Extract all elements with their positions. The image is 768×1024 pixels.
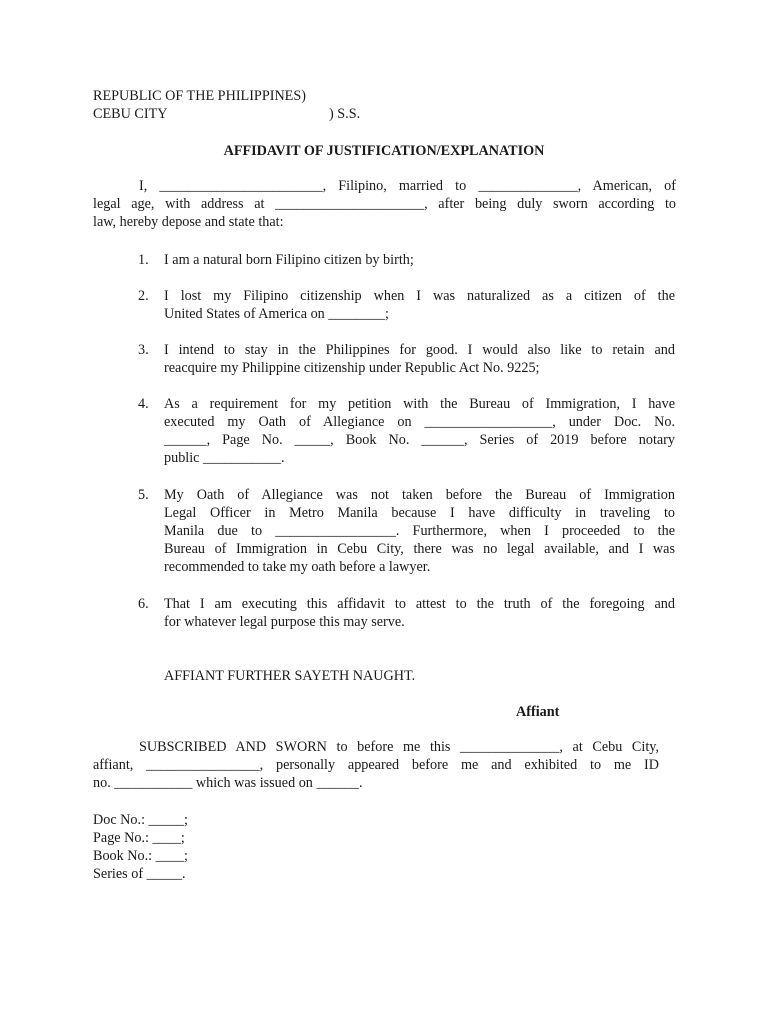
notarial-page-no: Page No.: ____; bbox=[93, 830, 185, 846]
intro-paragraph bbox=[93, 177, 676, 231]
intro-line-2: legal age, with address at _____________________, after being duly sworn according to bbox=[93, 196, 676, 212]
closing-statement: AFFIANT FURTHER SAYETH NAUGHT. bbox=[164, 668, 416, 684]
list-item: My Oath of Allegiance was not taken before the Bureau of Immigration Legal Officer in Metro Manila because I have difficulty in traveling to Manila due to _________________. Furthermore, when I proceeded to the Bureau of Immigration in Cebu City, there was no legal available, and I was recommended to take my oath before a lawyer. bbox=[164, 487, 675, 575]
list-item: I am a natural born Filipino citizen by birth; bbox=[164, 252, 414, 268]
item-number: 4. bbox=[138, 396, 149, 412]
list-item: I lost my Filipino citizenship when I was naturalized as a citizen of the United States of America on ________; bbox=[164, 288, 675, 322]
jurat-line-3: no. ___________ which was issued on ______. bbox=[93, 775, 363, 791]
item-number: 5. bbox=[138, 487, 149, 503]
venue-line-1: REPUBLIC OF THE PHILIPPINES) bbox=[93, 88, 306, 104]
item-number: 1. bbox=[138, 252, 149, 268]
jurat-line-1: SUBSCRIBED AND SWORN to before me this ______________, at Cebu City, bbox=[139, 739, 659, 755]
notarial-series: Series of _____. bbox=[93, 866, 186, 882]
intro-line-3: law, hereby depose and state that: bbox=[93, 214, 284, 230]
venue-ss: ) S.S. bbox=[329, 106, 361, 122]
jurat-paragraph bbox=[93, 738, 659, 792]
item-number: 3. bbox=[138, 342, 149, 358]
notarial-doc-no: Doc No.: _____; bbox=[93, 812, 188, 828]
notarial-book-no: Book No.: ____; bbox=[93, 848, 188, 864]
list-item: As a requirement for my petition with the Bureau of Immigration, I have executed my Oath of Allegiance on __________________, under Doc. No. ______, Page No. _____, Book No. ______, Series of 2019 before notary public ___________. bbox=[164, 396, 675, 466]
intro-line-1: I, _______________________, Filipino, married to ______________, American, of bbox=[139, 178, 677, 194]
document-title: AFFIDAVIT OF JUSTIFICATION/EXPLANATION bbox=[223, 143, 545, 159]
item-number: 2. bbox=[138, 288, 149, 304]
list-item: That I am executing this affidavit to attest to the truth of the foregoing and for whatever legal purpose this may serve. bbox=[164, 596, 675, 630]
affiant-label: Affiant bbox=[516, 704, 560, 720]
list-item: I intend to stay in the Philippines for good. I would also like to retain and reacquire my Philippine citizenship under Republic Act No. 9225; bbox=[164, 342, 675, 376]
item-number: 6. bbox=[138, 596, 149, 612]
venue-city: CEBU CITY bbox=[93, 106, 168, 122]
jurat-line-2: affiant, ________________, personally appeared before me and exhibited to me ID bbox=[93, 757, 659, 773]
